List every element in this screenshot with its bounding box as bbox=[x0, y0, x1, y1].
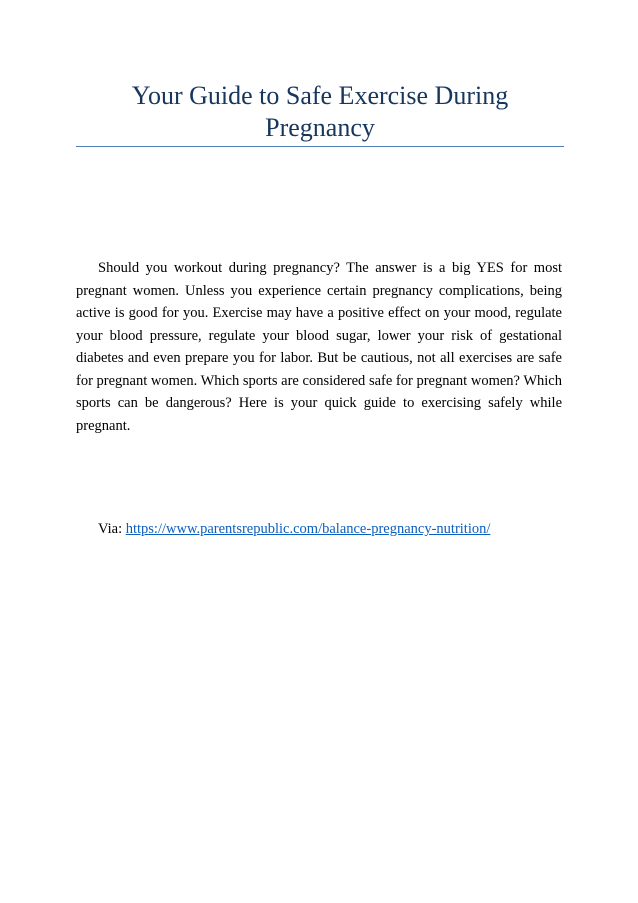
document-title: Your Guide to Safe Exercise During Pregnancy bbox=[131, 81, 509, 142]
source-line bbox=[98, 518, 490, 540]
via-label: Via: bbox=[98, 521, 123, 537]
title-underline-rule bbox=[76, 146, 564, 147]
source-link[interactable]: https://www.parentsrepublic.com/balance-pregnancy-nutrition/ bbox=[125, 521, 491, 537]
intro-paragraph: Should you workout during pregnancy? The answer is a big YES for most pregnant women. Unless you experience certain pregnancy complications, being active is good for you. Exercise may have a positive effect on your mood, regulate your blood pressure, regulate your blood sugar, lower your risk of gestational diabetes and even prepare you for labor. But be cautious, not all exercises are safe for pregnant women. Which sports are considered safe for pregnant women? Which sports can be dangerous? Here is your quick guide to exercising safely while pregnant. bbox=[76, 260, 562, 434]
